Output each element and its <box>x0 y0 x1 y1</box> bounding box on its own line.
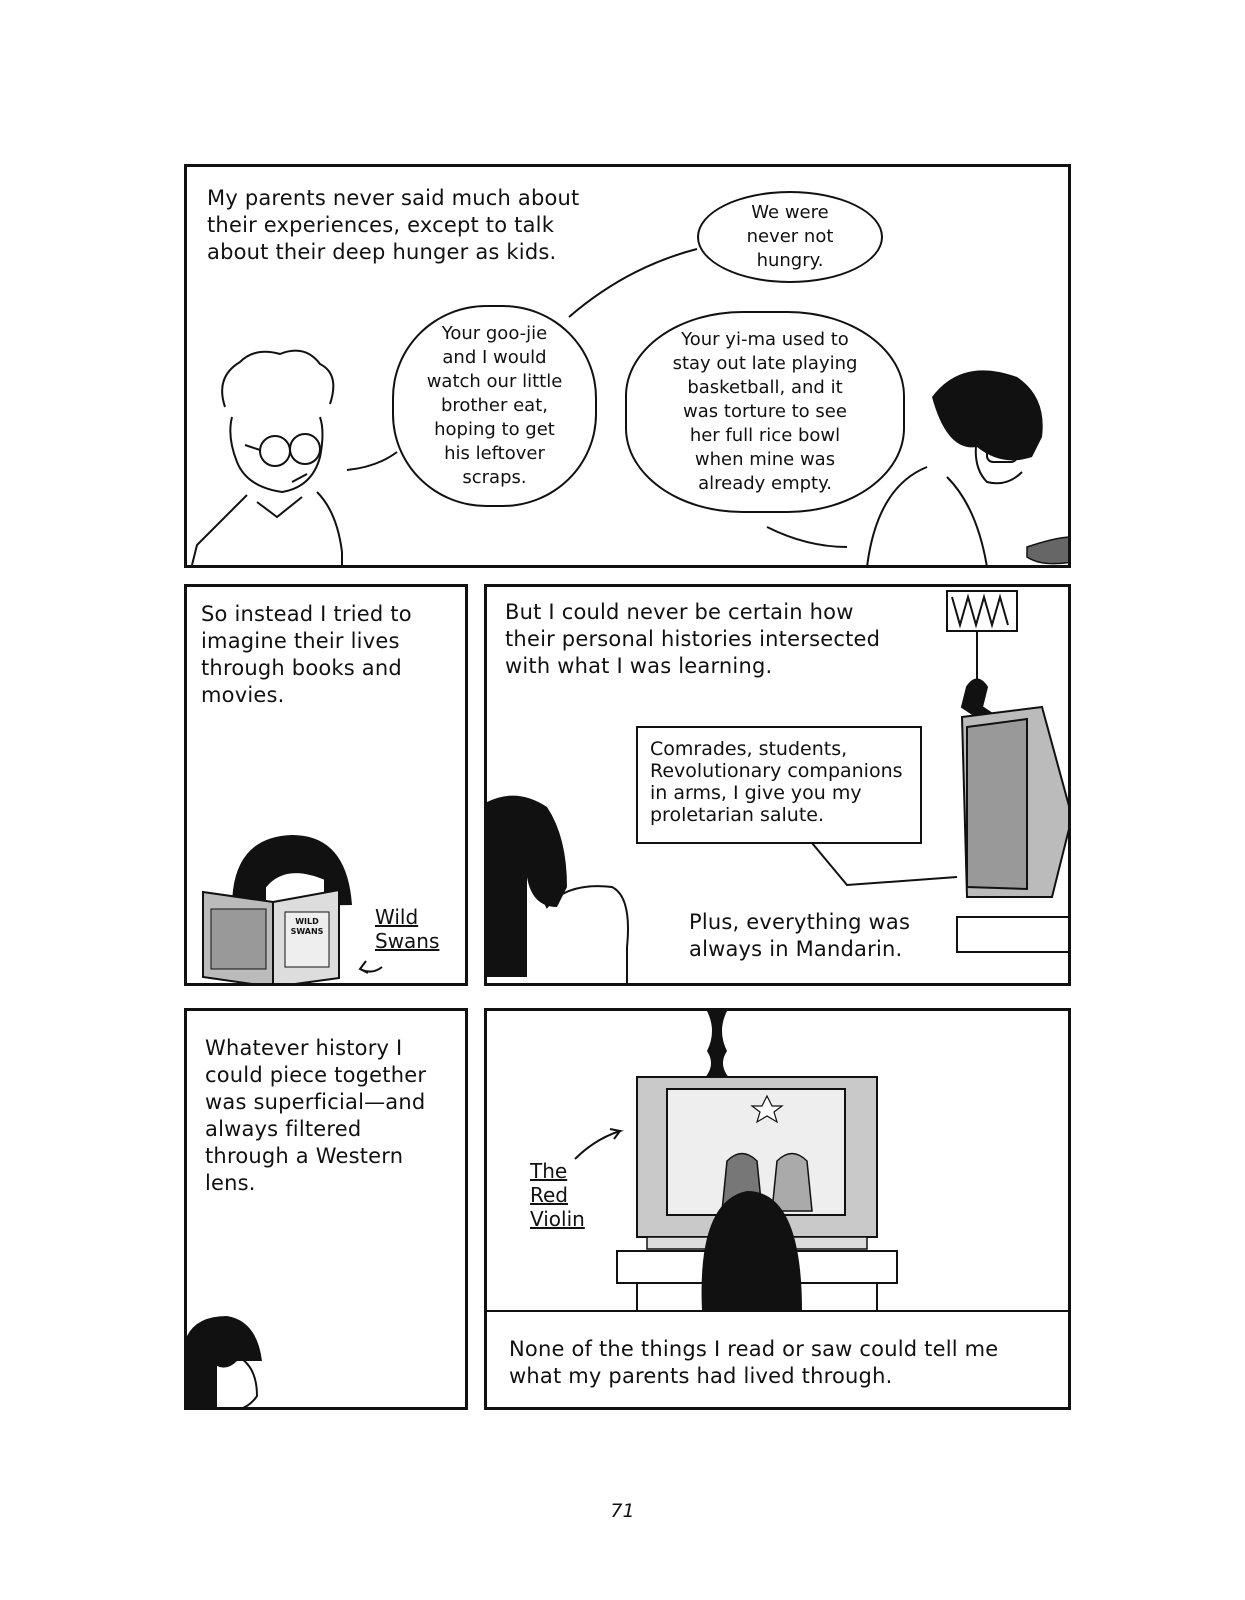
panel-2-caption: So instead I tried to imagine their lives through books and movies. <box>201 602 412 707</box>
panel-5-caption: None of the things I read or saw could tell me what my parents had lived through. <box>509 1337 999 1388</box>
panel-western-lens <box>184 1008 468 1410</box>
panel-books-and-movies <box>184 584 468 986</box>
girl-watching-figure <box>487 796 628 986</box>
girl-peeking-figure <box>187 1316 262 1410</box>
book-cover-title: WILD SWANS <box>290 917 324 936</box>
panel-4-caption: Whatever history I could piece together was superficial—and always filtered through a Western lens. <box>205 1036 427 1195</box>
page-number: 71 <box>610 1500 635 1522</box>
lamp <box>947 591 1017 717</box>
book-title-label: Wild Swans <box>375 905 440 953</box>
speech-bubble-father: Your goo-jie and I would watch our little brother eat, hoping to get his leftover scraps. <box>392 305 597 507</box>
speech-bubble-mother: Your yi-ma used to stay out late playing basketball, and it was torture to see her full rice bowl when mine was already empty. <box>625 311 905 513</box>
film-title-label: The Red Violin <box>530 1159 585 1231</box>
book-wild-swans <box>203 890 339 986</box>
panel-red-violin <box>484 1008 1071 1410</box>
father-figure <box>192 351 342 567</box>
panel-1-caption: My parents never said much about their experiences, except to talk about their deep hunger as kids. <box>207 186 580 264</box>
lamp-figurine <box>702 1011 732 1081</box>
speech-bubble-never-hungry: We were never not hungry. <box>697 191 883 283</box>
panel-parents-hunger <box>184 164 1071 568</box>
panel-3-bottom-caption: Plus, everything was always in Mandarin. <box>689 910 911 961</box>
panel-tv-mandarin <box>484 584 1071 986</box>
panel-3-caption: But I could never be certain how their personal histories intersected with what I was learning. <box>505 600 881 678</box>
tv-speech-box: Comrades, students, Revolutionary companions in arms, I give you my proletarian salute. <box>636 726 922 844</box>
television <box>957 707 1071 952</box>
